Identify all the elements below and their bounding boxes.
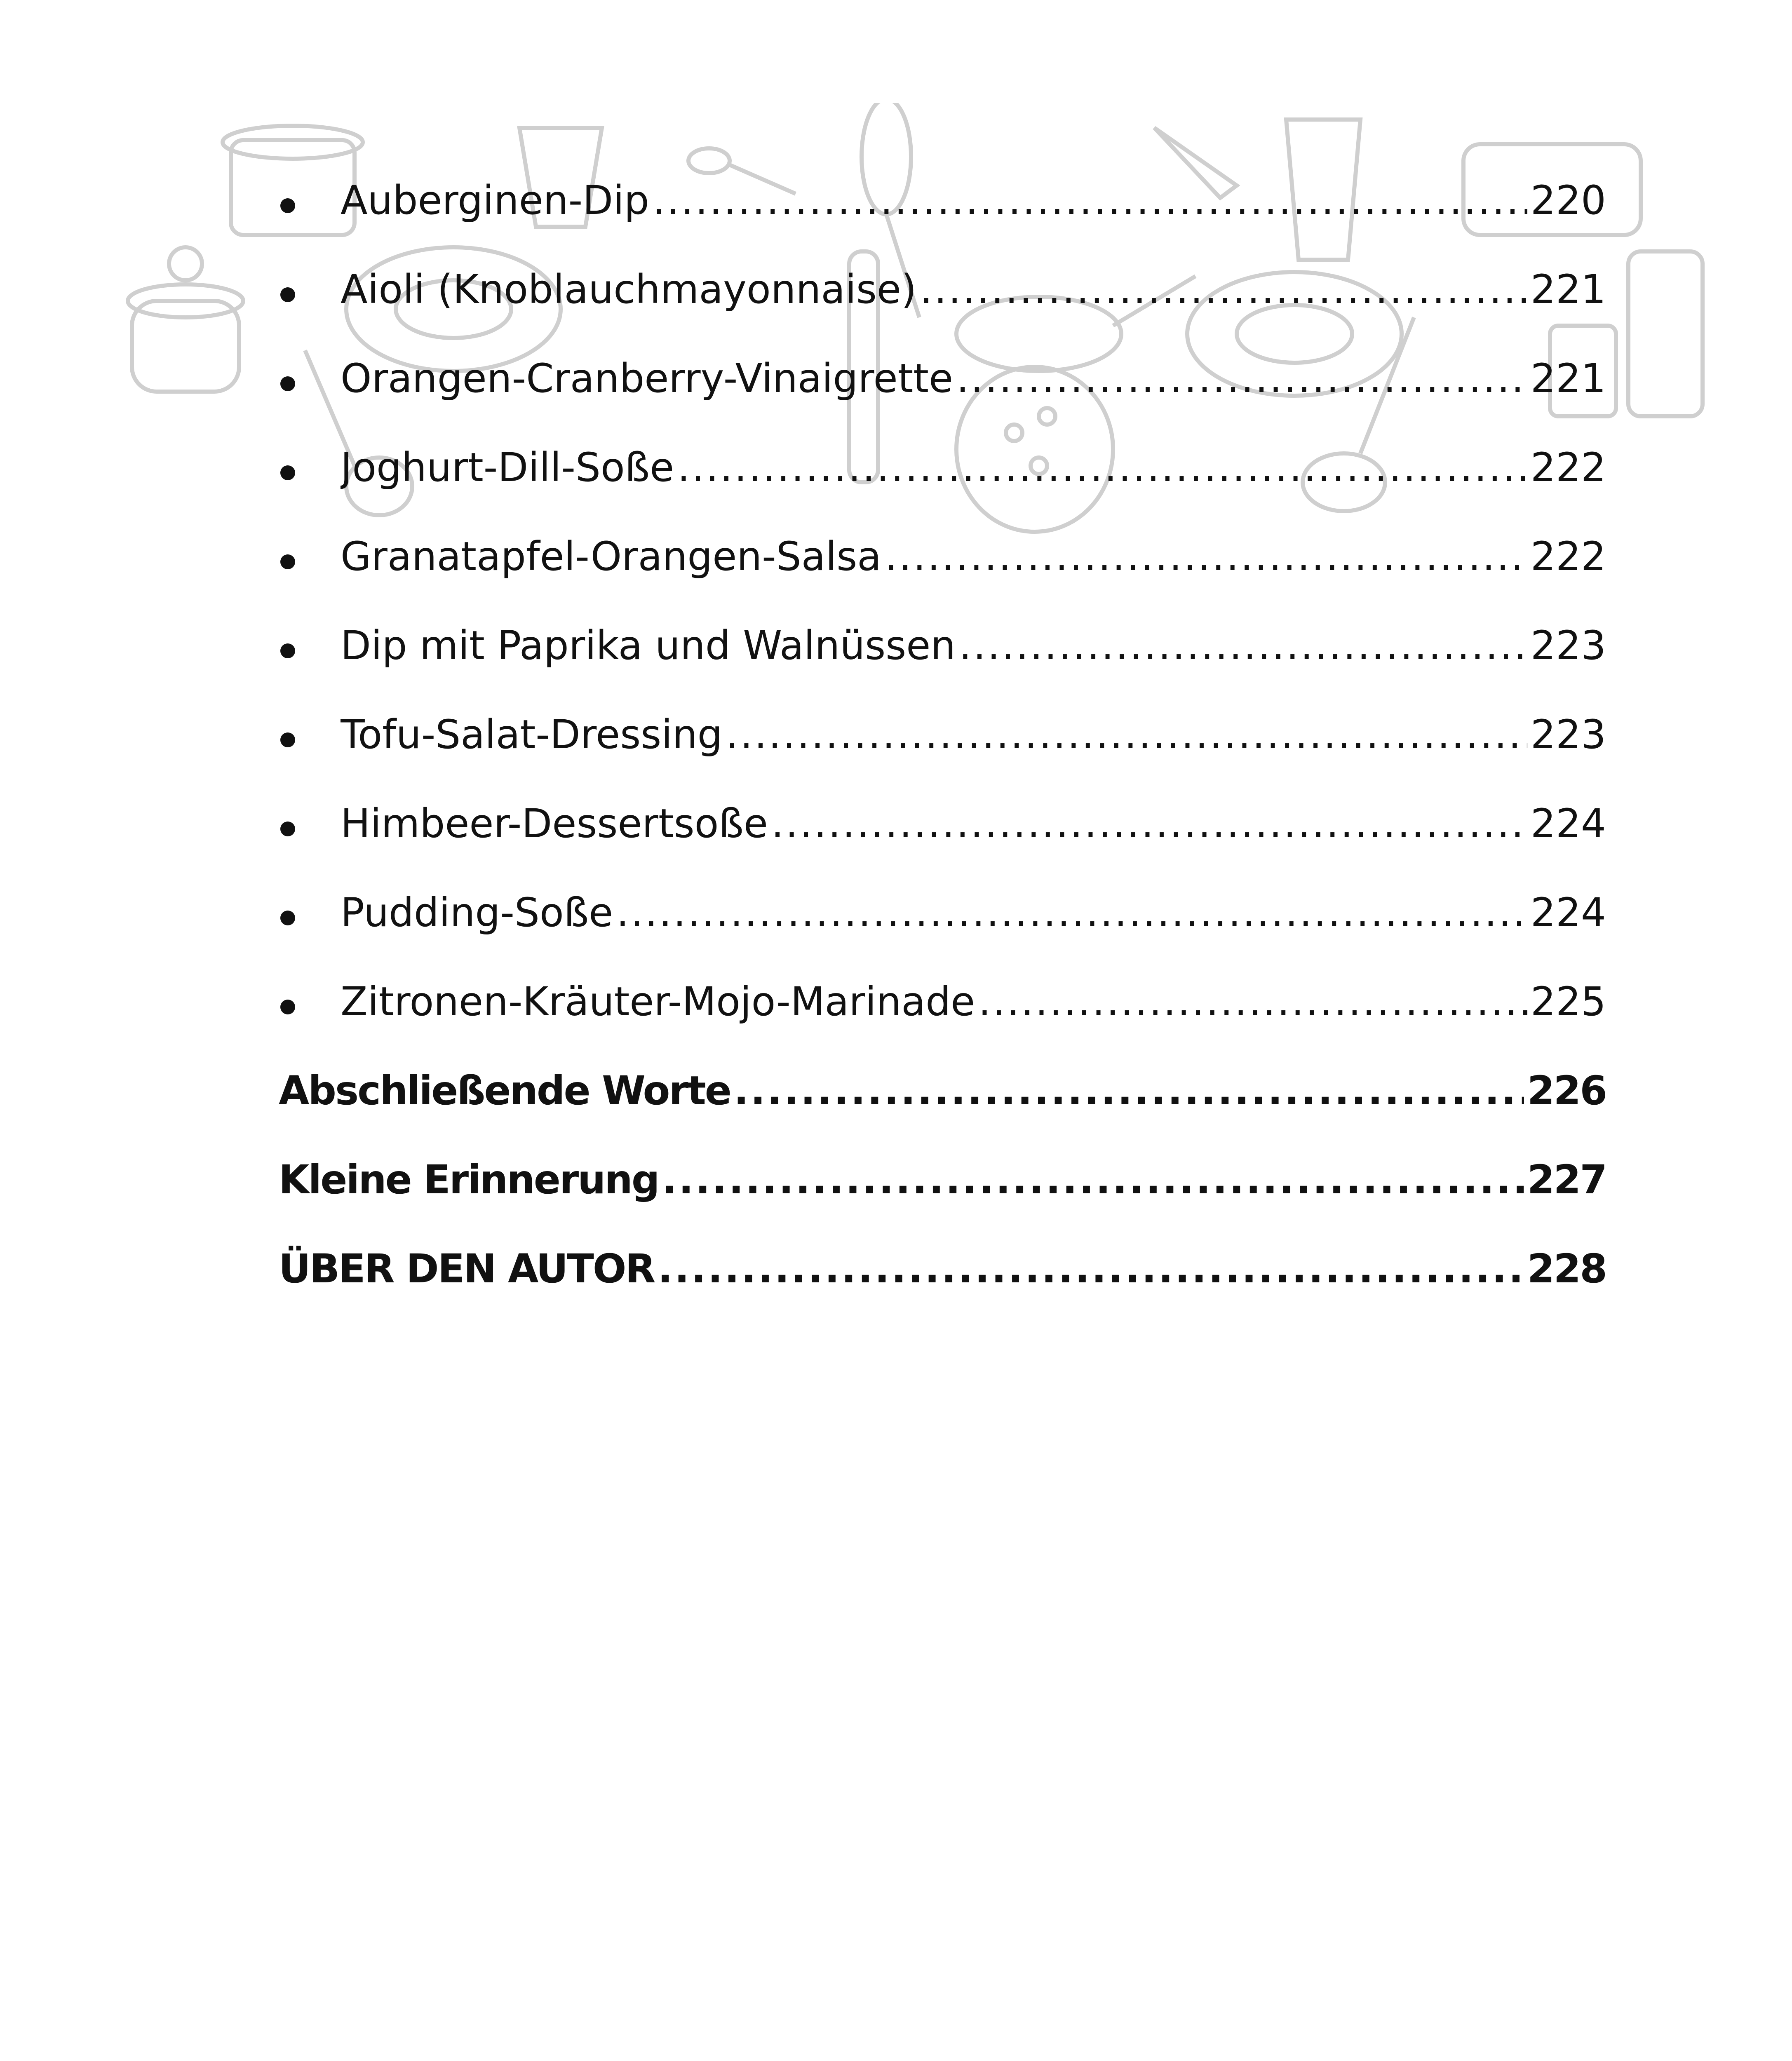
dot-leader [726, 711, 1527, 758]
bullet-icon [280, 465, 295, 480]
toc-main-entry[interactable] [279, 1246, 1606, 1292]
dot-leader [920, 266, 1527, 312]
dot-leader [885, 533, 1527, 580]
toc-entry-title: Auberginen-Dip [341, 177, 649, 223]
toc-main-entry-title: ÜBER DEN AUTOR [279, 1246, 655, 1292]
bullet-icon [280, 287, 295, 302]
dot-leader [771, 800, 1527, 847]
toc-entry-page: 224 [1530, 890, 1606, 936]
dot-leader [959, 622, 1527, 669]
toc-main-entry-page: 228 [1527, 1246, 1606, 1292]
toc-entry[interactable] [341, 979, 1606, 1025]
toc-entry-title: Pudding-Soße [341, 890, 613, 936]
toc-entry-page: 223 [1530, 622, 1606, 669]
toc-main-entry-page: 226 [1527, 1068, 1606, 1114]
dot-leader [734, 1068, 1524, 1114]
bullet-icon [280, 643, 295, 658]
bullet-icon [280, 732, 295, 747]
dot-leader [677, 444, 1527, 491]
dot-leader [653, 177, 1527, 223]
toc-main-entry-page: 227 [1527, 1157, 1606, 1203]
dot-leader [658, 1246, 1524, 1292]
toc-entry-page: 223 [1530, 711, 1606, 758]
toc-entry-title: Zitronen-Kräuter-Mojo-Marinade [341, 979, 975, 1025]
bullet-icon [280, 1000, 295, 1014]
lidded-pot-icon [128, 247, 243, 392]
toc-entry[interactable] [341, 177, 1606, 223]
toc-entry[interactable] [341, 800, 1606, 847]
toc-entry-page: 224 [1530, 800, 1606, 847]
toc-entry[interactable] [341, 890, 1606, 936]
dot-leader [662, 1157, 1524, 1203]
dot-leader [616, 890, 1527, 936]
toc-entry[interactable] [341, 266, 1606, 312]
toc-entry[interactable] [341, 711, 1606, 758]
toc-entry-page: 221 [1530, 355, 1606, 401]
toc-entry-title: Orangen-Cranberry-Vinaigrette [341, 355, 954, 401]
bullet-icon [280, 554, 295, 569]
toc-entry[interactable] [341, 622, 1606, 669]
toc-entry-page: 220 [1530, 177, 1606, 223]
toc-entry-title: Aioli (Knoblauchmayonnaise) [341, 266, 917, 312]
bullet-icon [280, 198, 295, 213]
toc-entry[interactable] [341, 533, 1606, 580]
toc-entry-title: Joghurt-Dill-Soße [341, 444, 674, 491]
toc-entry-page: 222 [1530, 533, 1606, 580]
toc-main-entry[interactable] [279, 1068, 1606, 1114]
grater-icon [1628, 251, 1703, 416]
toc-main-entry-title: Abschließende Worte [279, 1068, 730, 1114]
bullet-icon [280, 911, 295, 925]
bullet-icon [280, 822, 295, 836]
dot-leader [956, 355, 1527, 401]
toc-entry-title: Granatapfel-Orangen-Salsa [341, 533, 882, 580]
toc-entry-page: 222 [1530, 444, 1606, 491]
toc-main-entry[interactable] [279, 1157, 1606, 1203]
toc-main-entry-title: Kleine Erinnerung [279, 1157, 659, 1203]
toc-entry-page: 225 [1530, 979, 1606, 1025]
toc-entry[interactable] [341, 355, 1606, 401]
toc-entry-title: Himbeer-Dessertsoße [341, 800, 768, 847]
toc-entry-title: Dip mit Paprika und Walnüssen [341, 622, 956, 669]
toc-entry-page: 221 [1530, 266, 1606, 312]
toc-entry[interactable] [341, 444, 1606, 491]
dot-leader [978, 979, 1527, 1025]
bullet-icon [280, 376, 295, 391]
toc-entry-title: Tofu-Salat-Dressing [341, 711, 723, 758]
